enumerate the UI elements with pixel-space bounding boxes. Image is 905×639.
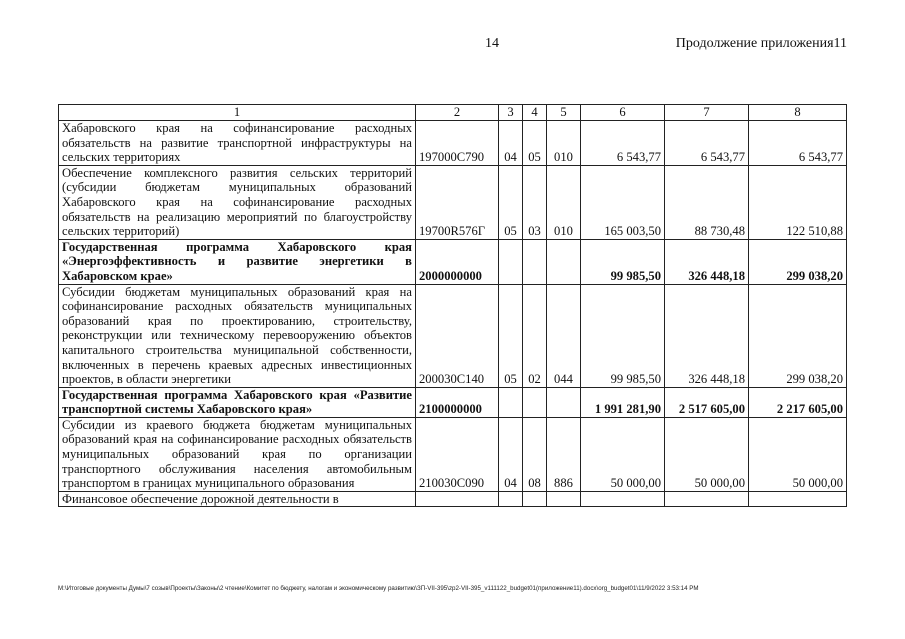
- table-row: [59, 165, 847, 239]
- program-row: [59, 239, 847, 284]
- row-value-col6: 1 991 281,90: [581, 387, 665, 417]
- row-expense-type: 044: [547, 284, 581, 387]
- row-description: Субсидии бюджетам муниципальных образований края на софинансирование расходных обязательств муниципальных образований края по проектированию, строительству, реконструкции или техническому перевооружению объектов капитального строительства муниципальной собственности, включенных в перечень краевых адресных инвестиционных проектов, в области энергетики: [59, 284, 416, 387]
- column-number: 8: [749, 105, 847, 121]
- row-code: 2000000000: [416, 239, 499, 284]
- page-number: 14: [485, 36, 499, 51]
- row-code: 2100000000: [416, 387, 499, 417]
- column-number-row: [59, 105, 847, 121]
- row-section: [499, 239, 523, 284]
- row-section: [499, 387, 523, 417]
- row-value-col8: [749, 491, 847, 507]
- row-description: Государственная программа Хабаровского края «Энергоэффективность и развитие энергетики в Хабаровском крае»: [59, 239, 416, 284]
- row-code: 200030С140: [416, 284, 499, 387]
- footer-file-path: M:\Итоговые документы Думы\7 созыв\Проекты\Законы\2 чтение\Комитет по бюджету, налогам и экономическому развитию\ЗП-VII-395\zp2-VII-395_v111122_budget01(приложение11).docx\org_budget01\11/9/2022 3:53:14 PM: [58, 585, 699, 592]
- partial-row: [59, 491, 847, 507]
- row-value-col7: 2 517 605,00: [665, 387, 749, 417]
- row-value-col7: 88 730,48: [665, 165, 749, 239]
- row-expense-type: [547, 387, 581, 417]
- row-value-col7: 6 543,77: [665, 121, 749, 166]
- row-value-col8: 2 217 605,00: [749, 387, 847, 417]
- row-description: Государственная программа Хабаровского края «Развитие транспортной системы Хабаровского края»: [59, 387, 416, 417]
- row-description: Финансовое обеспечение дорожной деятельности в: [59, 491, 416, 507]
- row-code: [416, 491, 499, 507]
- row-value-col6: [581, 491, 665, 507]
- row-expense-type: 010: [547, 121, 581, 166]
- row-section: 04: [499, 417, 523, 491]
- row-section: 05: [499, 165, 523, 239]
- column-number: 2: [416, 105, 499, 121]
- row-expense-type: 010: [547, 165, 581, 239]
- row-value-col8: 299 038,20: [749, 284, 847, 387]
- row-subsection: [523, 491, 547, 507]
- row-expense-type: 886: [547, 417, 581, 491]
- continuation-label: Продолжение приложения11: [675, 36, 847, 51]
- row-code: 197000С790: [416, 121, 499, 166]
- row-section: [499, 491, 523, 507]
- row-value-col6: 50 000,00: [581, 417, 665, 491]
- row-subsection: 03: [523, 165, 547, 239]
- row-value-col8: 299 038,20: [749, 239, 847, 284]
- row-code: 210030С090: [416, 417, 499, 491]
- column-number: 4: [523, 105, 547, 121]
- program-row: [59, 387, 847, 417]
- row-expense-type: [547, 491, 581, 507]
- row-value-col6: 165 003,50: [581, 165, 665, 239]
- row-value-col6: 99 985,50: [581, 239, 665, 284]
- row-code: 19700R576Г: [416, 165, 499, 239]
- row-description: Хабаровского края на софинансирование расходных обязательств на развитие транспортной инфраструктуры на сельских территориях: [59, 121, 416, 166]
- row-value-col7: 326 448,18: [665, 284, 749, 387]
- row-value-col8: 50 000,00: [749, 417, 847, 491]
- row-value-col8: 122 510,88: [749, 165, 847, 239]
- row-subsection: 02: [523, 284, 547, 387]
- table-row: [59, 284, 847, 387]
- row-subsection: 08: [523, 417, 547, 491]
- table-row: [59, 417, 847, 491]
- column-number: 3: [499, 105, 523, 121]
- row-subsection: [523, 239, 547, 284]
- column-number: 6: [581, 105, 665, 121]
- table-row: [59, 121, 847, 166]
- row-subsection: [523, 387, 547, 417]
- row-value-col6: 6 543,77: [581, 121, 665, 166]
- row-expense-type: [547, 239, 581, 284]
- row-section: 05: [499, 284, 523, 387]
- row-value-col8: 6 543,77: [749, 121, 847, 166]
- row-description: Обеспечение комплексного развития сельских территорий (субсидии бюджетам муниципальных образований Хабаровского края на софинансирование расходных обязательств на реализацию мероприятий по благоустройству сельских территорий): [59, 165, 416, 239]
- row-value-col7: 326 448,18: [665, 239, 749, 284]
- budget-table: [58, 104, 847, 507]
- row-value-col6: 99 985,50: [581, 284, 665, 387]
- column-number: 5: [547, 105, 581, 121]
- row-description: Субсидии из краевого бюджета бюджетам муниципальных образований края на софинансирование расходных обязательств муниципальных образований края по организации транспортного обслуживания населения автомобильным транспортом в границах муниципального образования: [59, 417, 416, 491]
- row-value-col7: 50 000,00: [665, 417, 749, 491]
- column-number: 7: [665, 105, 749, 121]
- column-number: 1: [59, 105, 416, 121]
- row-subsection: 05: [523, 121, 547, 166]
- row-value-col7: [665, 491, 749, 507]
- row-section: 04: [499, 121, 523, 166]
